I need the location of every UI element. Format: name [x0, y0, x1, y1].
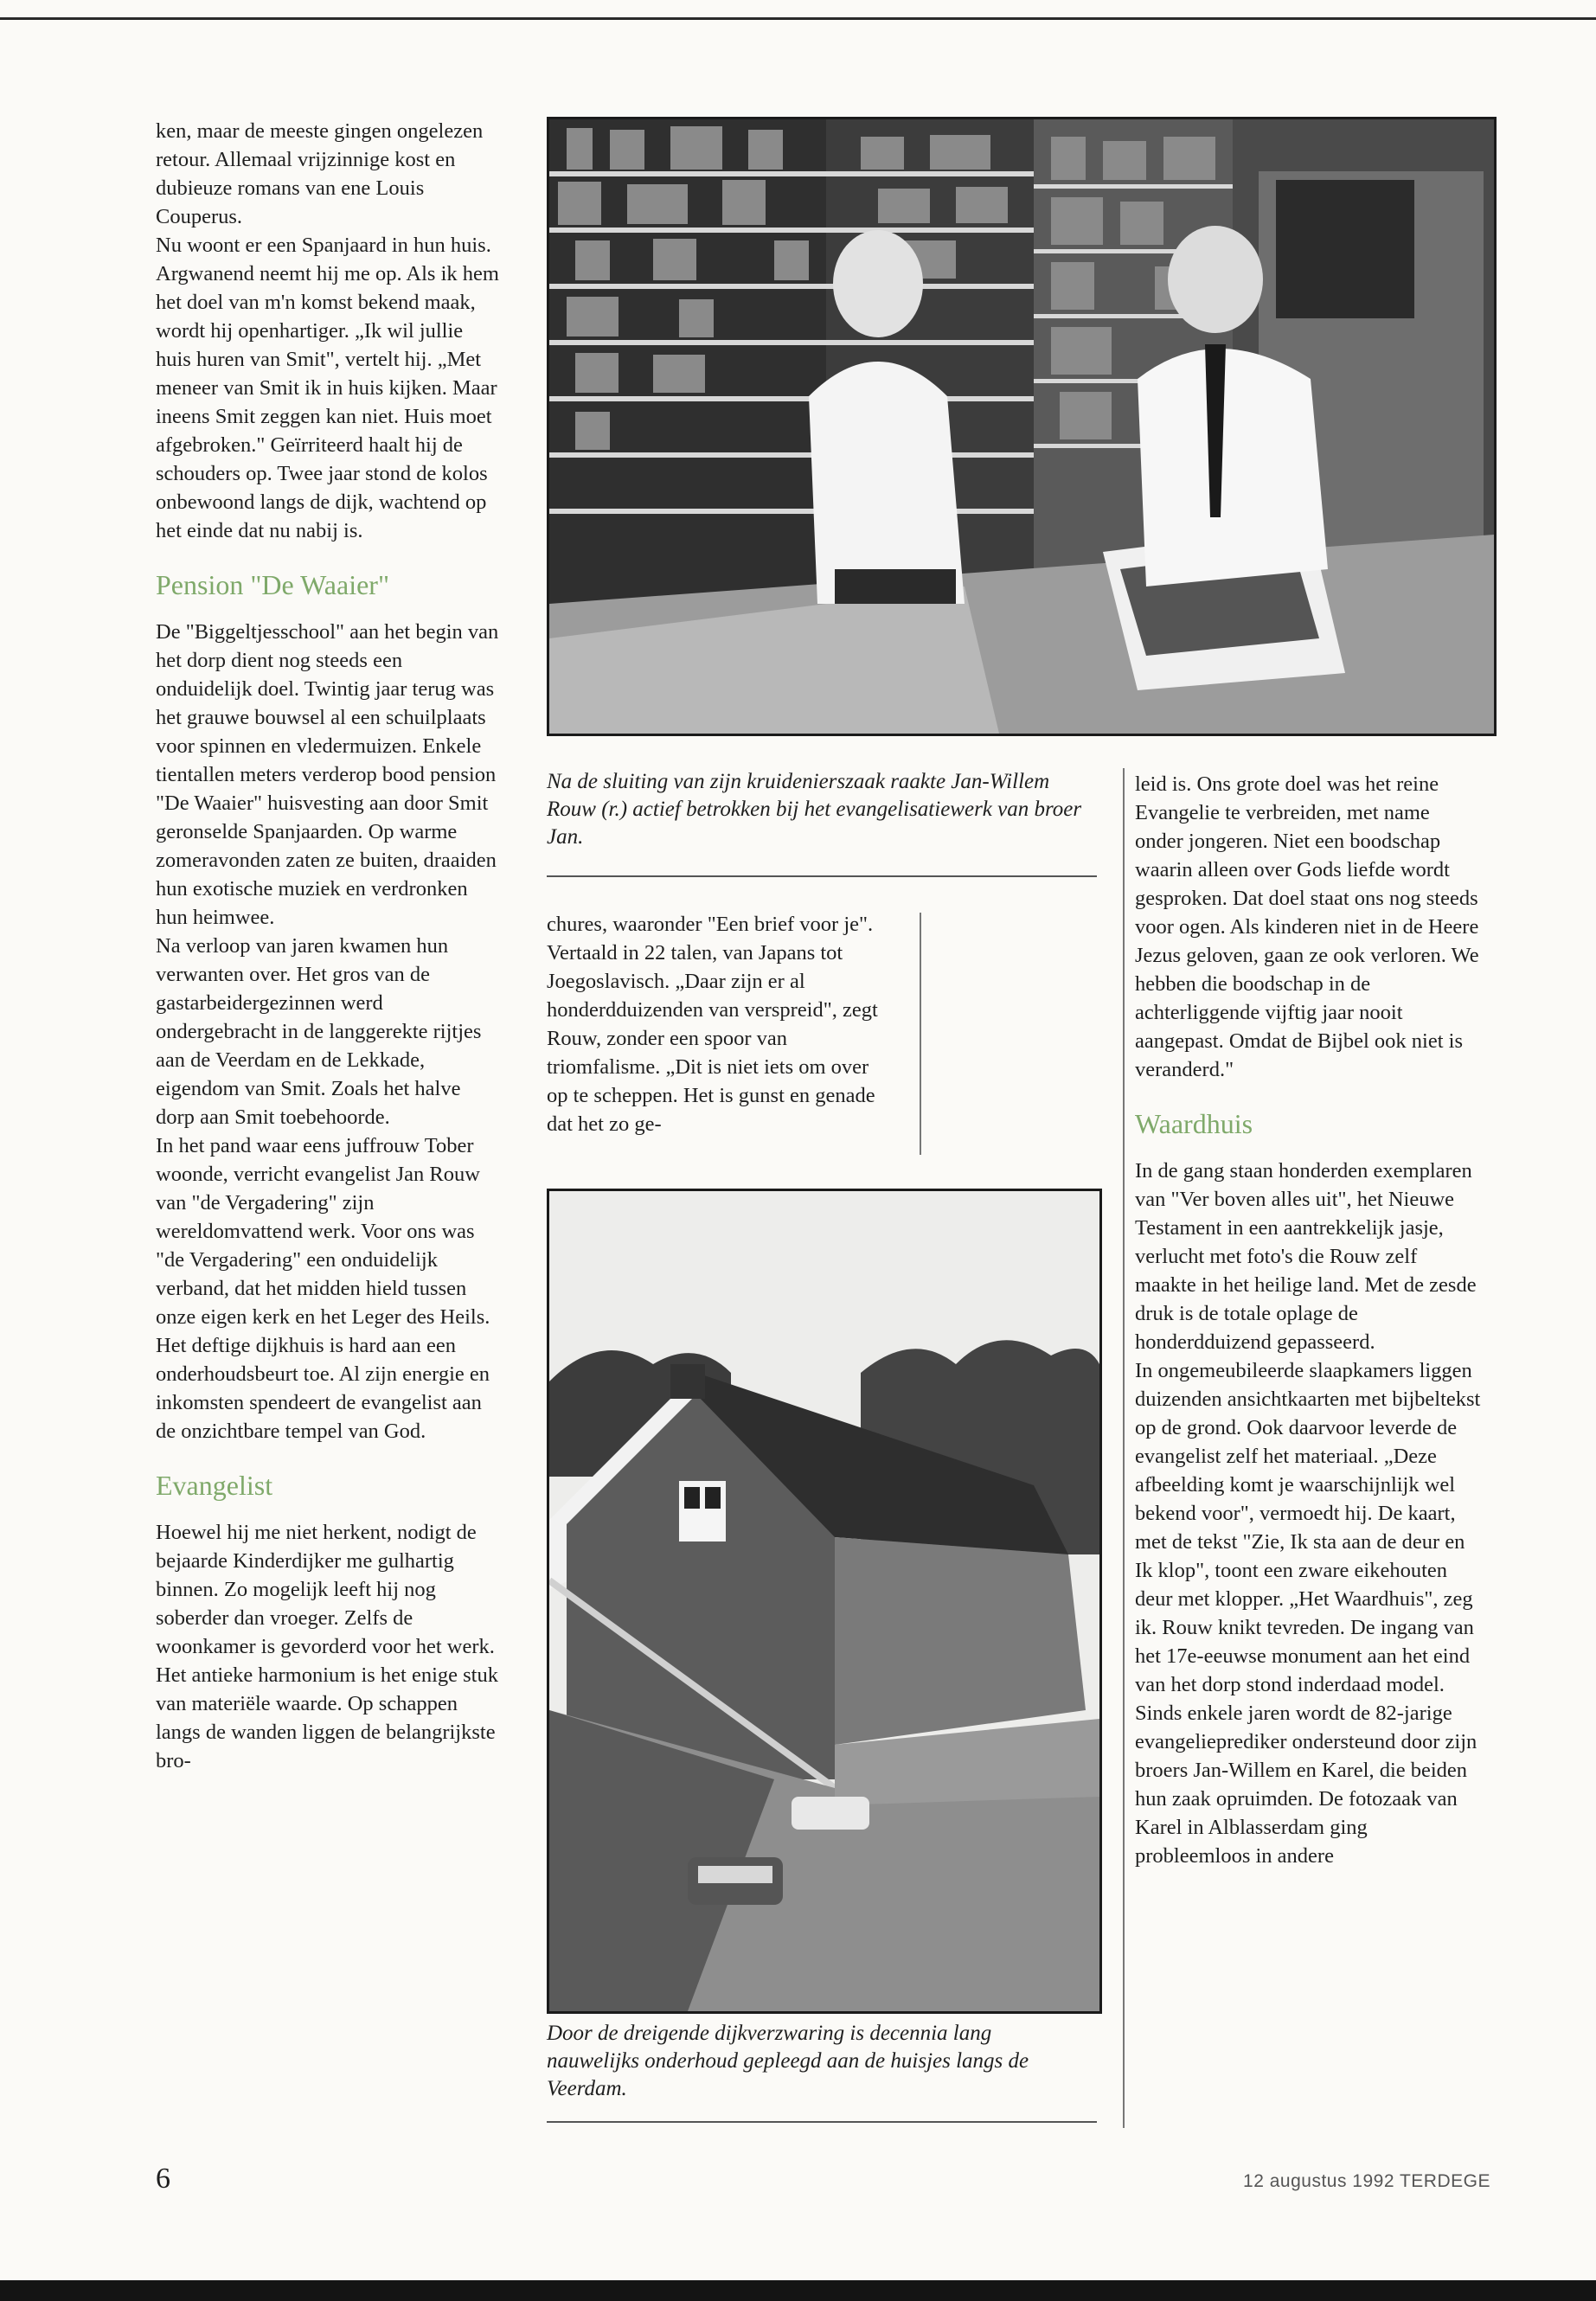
photo-caption-houses: Door de dreigende dijkverzwaring is decennia lang nauwelijks onderhoud gepleegd aan de huisjes langs de Veerdam.	[547, 2022, 1029, 2100]
caption-rule	[547, 875, 1097, 877]
photo-caption-top: Na de sluiting van zijn kruidenierszaak raakte Jan-Willem Rouw (r.) actief betrokken bij het evangelisatiewerk van broer Jan.	[547, 770, 1082, 849]
paragraph: Sinds enkele jaren wordt de 82-jarige evangelieprediker ondersteund door zijn broers Jan-Willem en Karel, die beiden hun zaak opruimden. De fotozaak van Karel in Alblasserdam ging probleemloos in andere	[1135, 1702, 1477, 1868]
subheading-waardhuis: Waardhuis	[1135, 1108, 1253, 1139]
subheading-pension: Pension "De Waaier"	[156, 569, 389, 600]
footer-issue-date: 12 augustus 1992 TERDEGE	[1243, 2171, 1490, 2191]
paragraph: In de gang staan honderden exemplaren van "Ver boven alles uit", het Nieuwe Testament in een aantrekkelijk jasje, verlucht met foto's die Rouw zelf maakte in het heilige land. Met de zesde druk is de totale oplage de honderdduizend gepasseerd.	[1135, 1159, 1477, 1354]
paragraph: chures, waaronder "Een brief voor je". Vertaald in 22 talen, van Japans tot Joegoslavisch. „Daar zijn er al honderdduizenden van verspreid", zegt Rouw, zonder een spoor van triomfalisme. „Dit is niet iets om over op te scheppen. Het is gunst en genade dat het zo ge-	[547, 913, 878, 1136]
paragraph: In ongemeubileerde slaapkamers liggen duizenden ansichtkaarten met bijbeltekst op de grond. Ook daarvoor leverde de evangelist zelf het materiaal. „Deze afbeelding komt je waarschijnlijk wel bekend voor", vermoedt hij. De kaart, met de tekst "Zie, Ik sta aan de deur en Ik klop", toont een zware eikehouten deur met klopper. „Het Waardhuis", zeg ik. Rouw knikt tevreden. De ingang van het 17e-eeuwse monument aan het eind van het dorp stond inderdaad model.	[1135, 1359, 1481, 1696]
paragraph: ken, maar de meeste gingen ongelezen retour. Allemaal vrijzinnige kost en dubieuze romans van ene Louis Couperus.	[156, 119, 484, 228]
page-number: 6	[156, 2163, 170, 2195]
paragraph: Nu woont er een Spanjaard in hun huis. Argwanend neemt hij me op. Als ik hem het doel van m'n komst bekend maak, wordt hij openhartiger. „Ik wil jullie huis huren van Smit", vertelt hij. „Met meneer van Smit ik in huis kijken. Maar ineens Smit zeggen kan niet. Huis moet afgebroken." Geïrriteerd haalt hij de schouders op. Twee jaar stond de kolos onbewoond langs de dijk, wachtend op het einde dat nu nabij is.	[156, 234, 499, 542]
column-2	[547, 910, 888, 1138]
bookshop-photo	[547, 117, 1497, 736]
column-1	[156, 117, 502, 1775]
paragraph: Hoewel hij me niet herkent, nodigt de bejaarde Kinderdijker me gulhartig binnen. Zo mogelijk leeft hij nog soberder dan vroeger. Zelfs de woonkamer is gevorderd voor het werk. Het antieke harmonium is het enige stuk van materiële waarde. Op schappen langs de wanden liggen de belangrijkste bro-	[156, 1521, 498, 1772]
caption-rule	[547, 2121, 1097, 2123]
top-rule	[0, 17, 1596, 20]
column-rule	[920, 913, 921, 1155]
veerdam-houses-photo	[547, 1189, 1102, 2014]
paragraph: De "Biggeltjesschool" aan het begin van het dorp dient nog steeds een onduidelijk doel. Twintig jaar terug was het grauwe bouwsel al een schuilplaats voor spinnen en vledermuizen. Enkele tientallen meters verderop bood pension "De Waaier" huisvesting aan door Smit geronselde Spanjaarden. Op warme zomeravonden zaten ze buiten, draaiden hun exotische muziek en verdronken hun heimwee.	[156, 620, 499, 929]
column-3	[1135, 770, 1481, 1870]
paragraph: Na verloop van jaren kwamen hun verwanten over. Het gros van de gastarbeidergezinnen werd ondergebracht in de langgerekte rijtjes aan de Veerdam en de Lekkade, eigendom van Smit. Zoals het halve dorp aan Smit toebehoorde.	[156, 934, 482, 1129]
subheading-evangelist: Evangelist	[156, 1470, 273, 1501]
bottom-bar	[0, 2280, 1596, 2301]
column-rule	[1123, 768, 1125, 2128]
paragraph: In het pand waar eens juffrouw Tober woonde, verricht evangelist Jan Rouw van "de Vergadering" zijn wereldomvattend werk. Voor ons was "de Vergadering" een onduidelijk verband, dat het midden hield tussen onze eigen kerk en het Leger des Heils. Het deftige dijkhuis is hard aan een onderhoudsbeurt toe. Al zijn energie en inkomsten spendeert de evangelist aan de onzichtbare tempel van God.	[156, 1134, 490, 1443]
paragraph: leid is. Ons grote doel was het reine Evangelie te verbreiden, met name onder jongeren. Niet een boodschap waarin alleen over Gods liefde wordt gesproken. Dat doel staat ons nog steeds voor ogen. Als kinderen niet in de Heere Jezus geloven, gaan ze ook verloren. We hebben die boodschap in de achterliggende vijftig jaar nooit aangepast. Omdat de Bijbel ook niet is veranderd."	[1135, 772, 1479, 1081]
